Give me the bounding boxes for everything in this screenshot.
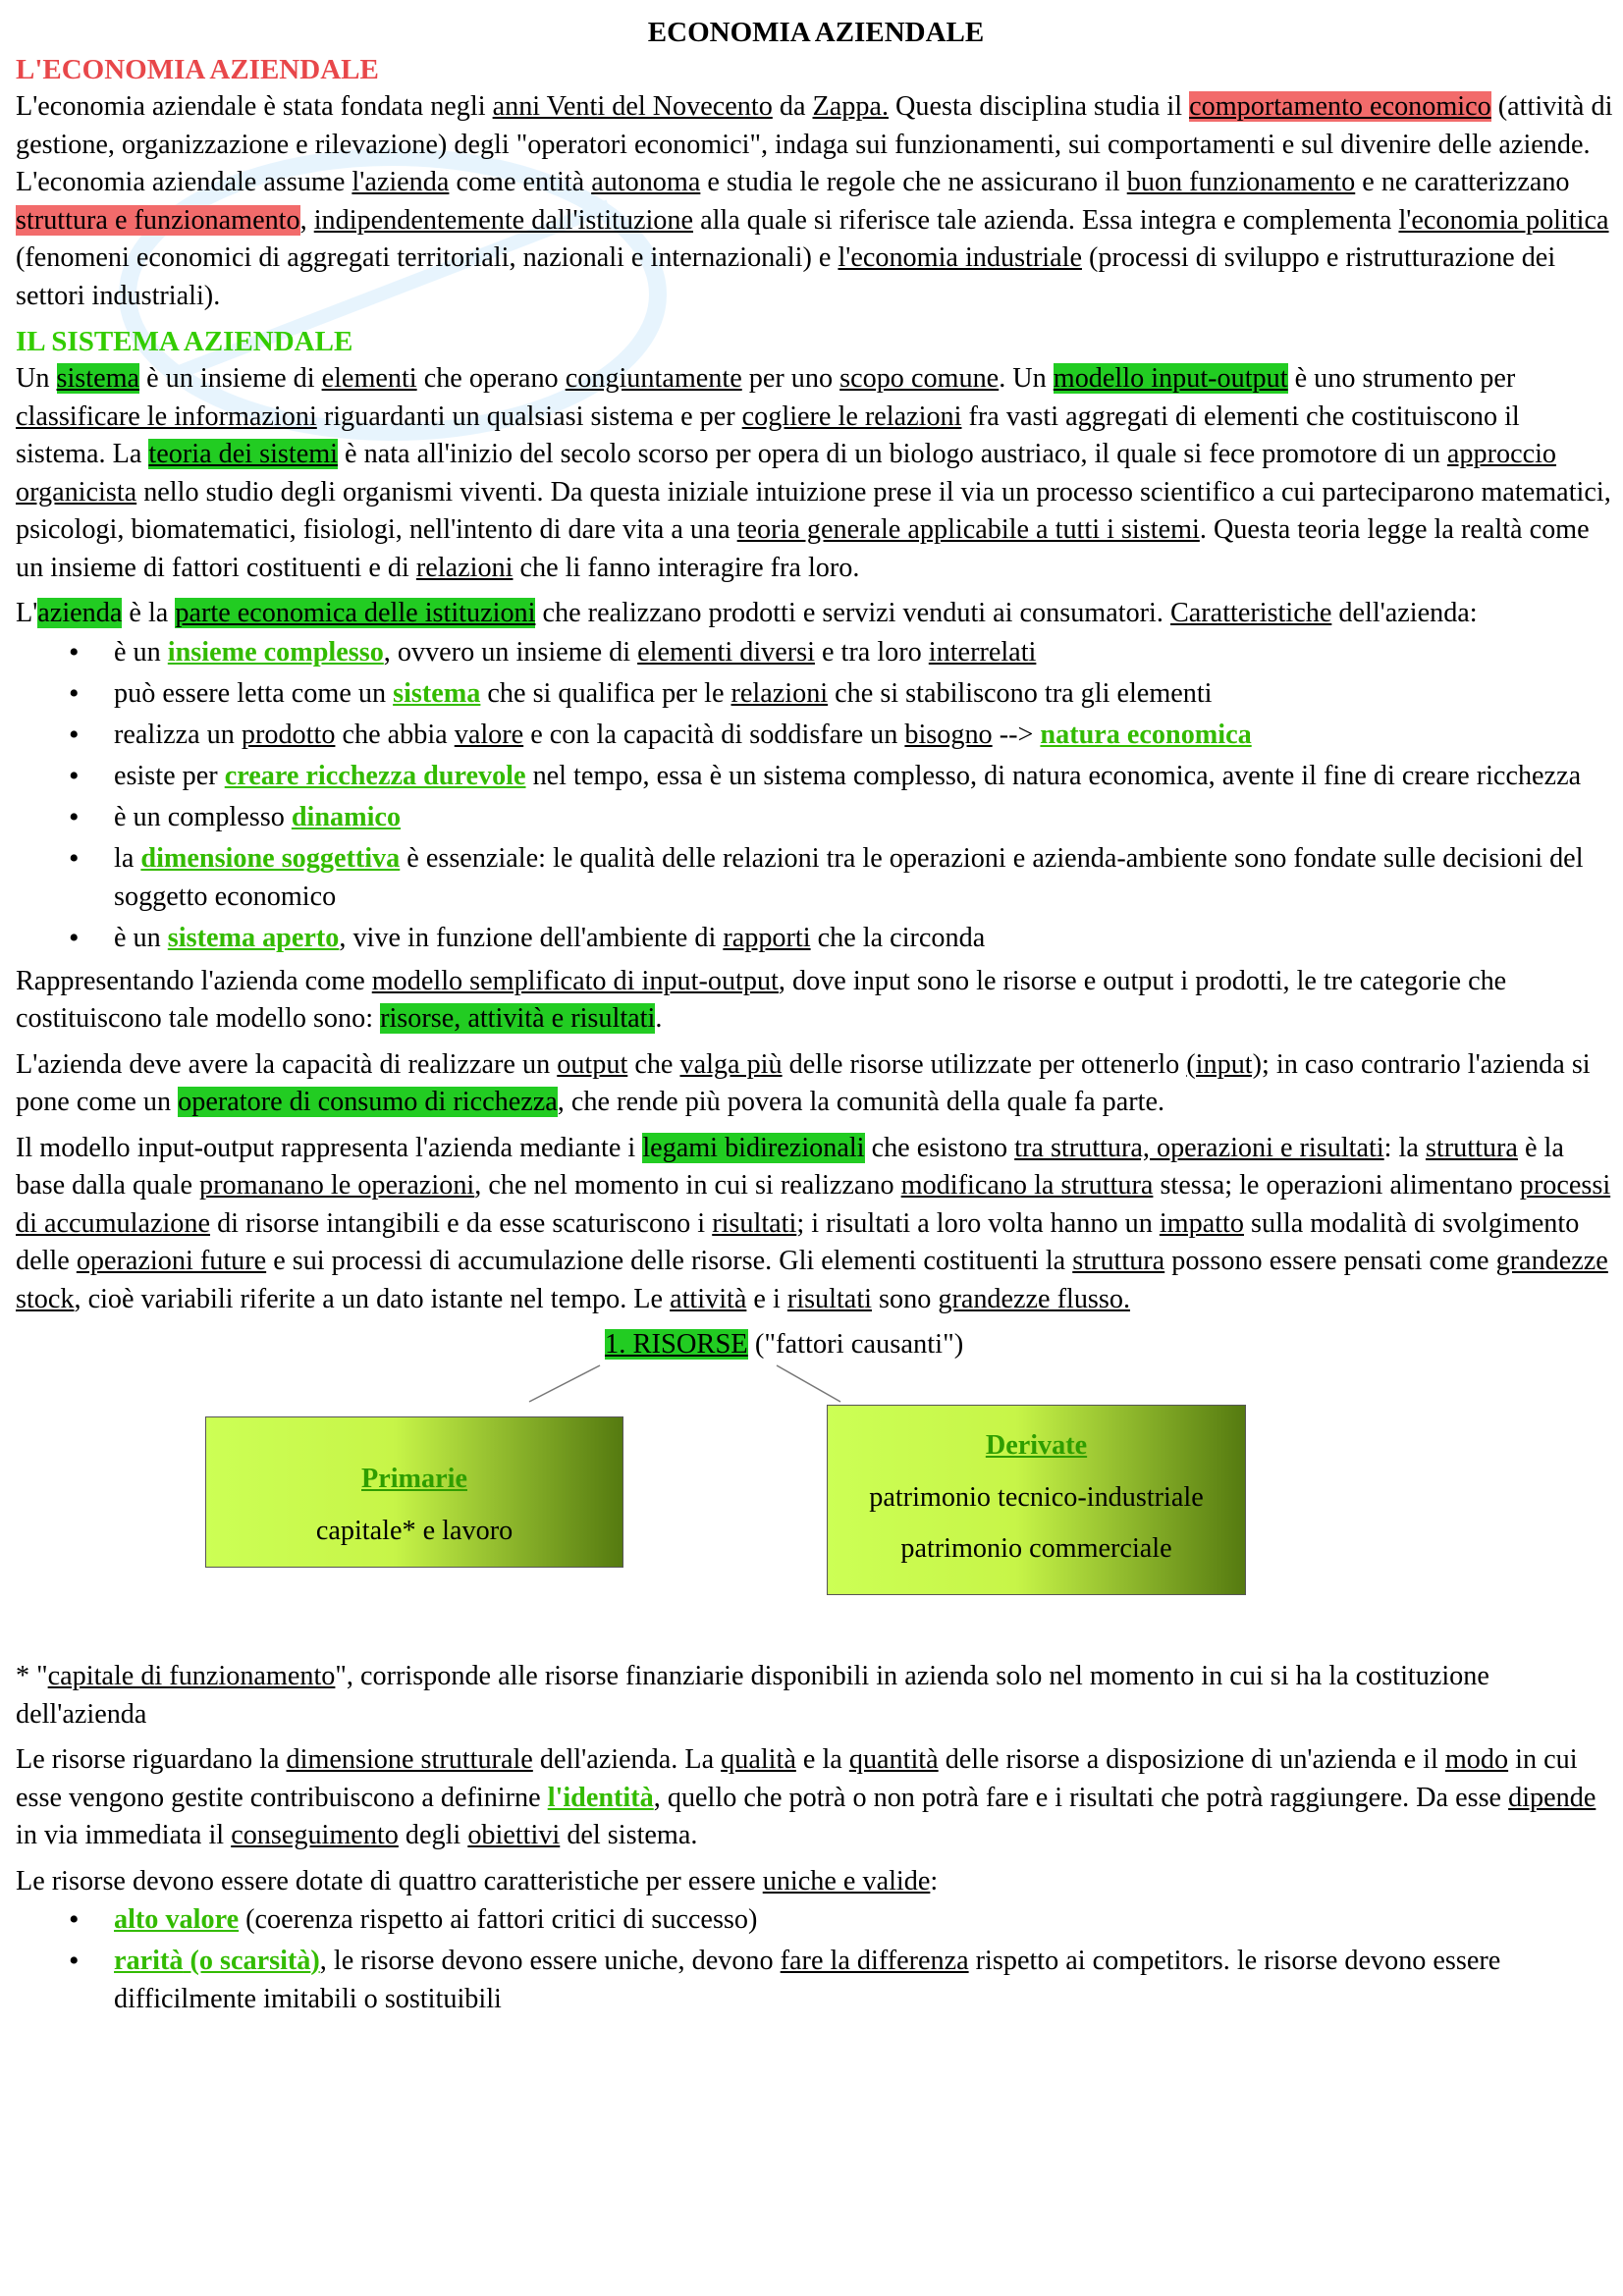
list-item: • è un complesso dinamico — [114, 798, 1616, 836]
paragraph-economia: L'economia aziendale è stata fondata negli anni Venti del Novecento da Zappa. Questa disciplina studia il comportamento economico (attività di gestione, organizzazione e rilevazione) degli "operatori economici", indaga sui funzionamenti, sui comportamenti e sul divenire delle aziende. L'economia aziendale assume l'azienda come entità autonoma e studia le regole che ne assicurano il buon funzionamento e ne caratterizzano struttura e funzionamento, indipendentemente dall'istituzione alla quale si riferisce tale azienda. Essa integra e complementa l'economia politica (fenomeni economici di aggregati territoriali, nazionali e internazionali) e l'economia industriale (processi di sviluppo e ristrutturazione dei settori industriali). — [16, 91, 1613, 311]
list-item: • alto valore (coerenza rispetto ai fattori critici di successo) — [114, 1900, 1616, 1939]
box-primarie — [205, 1416, 623, 1568]
paragraph-sistema: Un sistema è un insieme di elementi che operano congiuntamente per uno scopo comune. Un modello input-output è uno strumento per classificare le informazioni riguardanti un qualsiasi sistema e per cogliere le relazioni fra vasti aggregati di elementi che costituiscono il sistema. La teoria dei sistemi è nata all'inizio del secolo scorso per opera di un biologo austriaco, il quale si fece promotore di un approccio organicista nello studio degli organismi viventi. Da questa iniziale intuizione prese il via un processo scientifico a cui parteciparono matematici, psicologi, biomatematici, fisiologi, nell'intento di dare vita a una teoria generale applicabile a tutti i sistemi. Questa teoria legge la realtà come un insieme di fattori costituenti e di relazioni che li fanno interagire fra loro. — [16, 363, 1611, 583]
document-title: ECONOMIA AZIENDALE — [647, 17, 985, 48]
paragraph-risorse: Le risorse riguardano la dimensione strutturale dell'azienda. La qualità e la quantità delle risorse a disposizione di un'azienda e il modo in cui esse vengono gestite contribuiscono a definirne l'identità, quello che potrà o non potrà fare e i risultati che potrà raggiungere. Da esse dipende in via immediata il conseguimento degli obiettivi del sistema. — [16, 1744, 1596, 1850]
paragraph-legami: Il modello input-output rappresenta l'azienda mediante i legami bidirezionali che esistono tra struttura, operazioni e risultati: la struttura è la base dalla quale promanano le operazioni, che nel momento in cui si realizzano modificano la struttura stessa; le operazioni alimentano processi di accumulazione di risorse intangibili e da esse scaturiscono i risultati; i risultati a loro volta hanno un impatto sulla modalità di svolgimento delle operazioni future e sui processi di accumulazione delle risorse. Gli elementi costituenti la struttura possono essere pensati come grandezze stock, cioè variabili riferite a un dato istante nel tempo. Le attività e i risultati sono grandezze flusso. — [16, 1132, 1611, 1314]
section-heading-sistema: IL SISTEMA AZIENDALE — [16, 326, 353, 357]
box-derivate-text-2: patrimonio commerciale — [900, 1533, 1172, 1564]
list-caratteristiche — [16, 633, 1616, 957]
list-item: • può essere letta come un sistema che si qualifica per le relazioni che si stabiliscono tra gli elementi — [114, 674, 1616, 713]
list-item: • rarità (o scarsità), le risorse devono essere uniche, devono fare la differenza rispetto ai competitors. le risorse devono essere difficilmente imitabili o sostituibili — [114, 1942, 1616, 2018]
paragraph-input-output: Rappresentando l'azienda come modello semplificato di input-output, dove input sono le risorse e output i prodotti, le tre categorie che costituiscono tale modello sono: risorse, attività e risultati. — [16, 965, 1507, 1034]
section-heading-economia: L'ECONOMIA AZIENDALE — [16, 54, 379, 85]
paragraph-caratteristiche-risorse: Le risorse devono essere dotate di quattro caratteristiche per essere uniche e valide: — [16, 1865, 939, 1896]
list-item: • realizza un prodotto che abbia valore e con la capacità di soddisfare un bisogno --> natura economica — [114, 716, 1616, 754]
diagram-connectors — [16, 1326, 1616, 1405]
box-derivate — [827, 1405, 1246, 1595]
list-item: • la dimensione soggettiva è essenziale: le qualità delle relazioni tra le operazioni e azienda-ambiente sono fondate sulle decisioni del soggetto economico — [114, 839, 1616, 916]
box-primarie-text: capitale* e lavoro — [315, 1515, 514, 1546]
paragraph-note: * "capitale di funzionamento", corrisponde alle risorse finanziarie disponibili in azienda solo nel momento in cui si ha la costituzione dell'azienda — [16, 1661, 1489, 1730]
box-primarie-title: Primarie — [361, 1464, 467, 1494]
list-item: • esiste per creare ricchezza durevole nel tempo, essa è un sistema complesso, di natura economica, avente il fine di creare ricchezza — [114, 757, 1616, 795]
list-caratteristiche-risorse — [16, 1900, 1616, 2018]
box-derivate-text-1: patrimonio tecnico-industriale — [869, 1481, 1204, 1513]
list-item: • è un insieme complesso, ovvero un insieme di elementi diversi e tra loro interrelati — [114, 633, 1616, 671]
document-page — [16, 14, 1616, 2024]
risorse-diagram — [16, 1326, 1616, 1650]
paragraph-azienda: L'azienda è la parte economica delle istituzioni che realizzano prodotti e servizi venduti ai consumatori. Caratteristiche dell'azienda: — [16, 598, 1478, 628]
box-derivate-title: Derivate — [985, 1430, 1088, 1461]
list-item: • è un sistema aperto, vive in funzione dell'ambiente di rapporti che la circonda — [114, 919, 1616, 957]
diagram-title: 1. RISORSE ("fattori causanti") — [605, 1329, 964, 1360]
paragraph-output: L'azienda deve avere la capacità di realizzare un output che valga più delle risorse utilizzate per ottenerlo (input); in caso contrario l'azienda si pone come un operatore di consumo di ricchezza, che rende più povera la comunità della quale fa parte. — [16, 1048, 1591, 1117]
